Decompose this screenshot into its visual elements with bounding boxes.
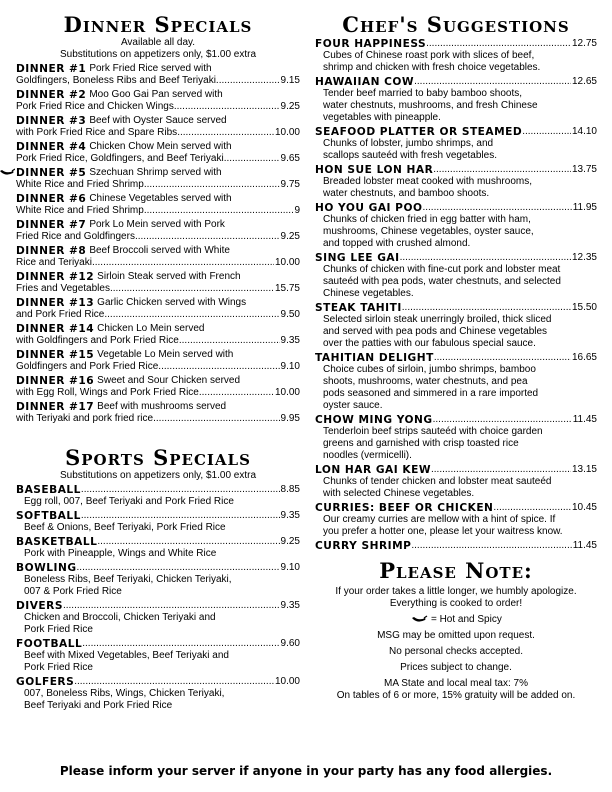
item-desc: with Pork Fried Rice and Spare Ribs bbox=[16, 127, 178, 138]
dinner-item-16 bbox=[16, 375, 300, 399]
chef-item bbox=[315, 540, 597, 552]
item-price: 10.00 bbox=[274, 127, 300, 138]
notes bbox=[315, 586, 597, 702]
item-price: 12.65 bbox=[571, 76, 597, 87]
item-desc: scallops sauteéd with fresh vegetables. bbox=[323, 150, 497, 161]
please-note-title: Please Note: bbox=[379, 558, 533, 583]
sports-item-baseball bbox=[16, 484, 300, 508]
item-name: DINNER #4 bbox=[16, 141, 87, 153]
item-name: DINNER #17 bbox=[16, 401, 95, 413]
item-price: 11.45 bbox=[572, 540, 597, 551]
item-price: 9.60 bbox=[280, 638, 300, 649]
item-name: LON HAR GAI KEW bbox=[315, 464, 431, 476]
item-desc: Chinese Vegetables served with bbox=[89, 193, 232, 204]
chefs-suggestions-title: Chef's Suggestions bbox=[342, 12, 570, 37]
item-name: DINNER #6 bbox=[16, 193, 87, 205]
item-desc: Moo Goo Gai Pan served with bbox=[89, 89, 223, 100]
item-desc: Tenderloin beef strips sauteéd with choice garden bbox=[323, 426, 543, 437]
item-desc: Chicken Chow Mein served with bbox=[89, 141, 232, 152]
item-desc: Chunks of lobster, jumbo shrimps, and bbox=[323, 138, 494, 149]
item-price: 9.35 bbox=[280, 600, 300, 611]
item-desc: 007 & Pork Fried Rice bbox=[24, 586, 122, 597]
item-desc: Pork Fried Rice bbox=[24, 624, 93, 635]
item-desc: greens and garnished with crisp toasted rice bbox=[323, 438, 519, 449]
sports-item-football bbox=[16, 638, 300, 674]
item-desc: and Pork Fried Rice bbox=[16, 309, 105, 320]
item-desc: shoots, mushrooms, water chestnuts, and pea bbox=[323, 376, 528, 387]
item-price: 9.25 bbox=[280, 231, 300, 242]
item-name: SOFTBALL bbox=[16, 510, 81, 522]
right-column bbox=[315, 10, 597, 702]
item-desc: Our creamy curries are mellow with a hint of spice. If bbox=[323, 514, 556, 525]
item-desc: Cubes of Chinese roast pork with slices of beef, bbox=[323, 50, 535, 61]
sports-item-bowling bbox=[16, 562, 300, 598]
item-price: 8.85 bbox=[280, 484, 300, 495]
chef-item bbox=[315, 414, 597, 462]
item-name: HON SUE LON HAR bbox=[315, 164, 434, 176]
item-desc: water chestnuts, mushrooms, and fresh Chinese bbox=[323, 100, 538, 111]
dinner-item-14 bbox=[16, 323, 300, 347]
item-desc: Goldfingers and Pork Fried Rice bbox=[16, 361, 159, 372]
hot-legend-text: = Hot and Spicy bbox=[430, 614, 502, 625]
item-price: 11.45 bbox=[572, 414, 597, 425]
item-desc: with Teriyaki and pork fried rice bbox=[16, 413, 154, 424]
item-desc: mushrooms, Chinese vegetables, oyster sauce, bbox=[323, 226, 534, 237]
item-price: 9.65 bbox=[280, 153, 300, 164]
item-desc: Garlic Chicken served with Wings bbox=[97, 297, 247, 308]
item-desc: Sweet and Sour Chicken served bbox=[97, 375, 241, 386]
chef-item bbox=[315, 464, 597, 500]
item-desc: Szechuan Shrimp served with bbox=[89, 167, 222, 178]
item-desc: over the patties with our fabulous special sauce. bbox=[323, 338, 536, 349]
item-desc: Fried Rice and Goldfingers bbox=[16, 231, 135, 242]
item-name: DINNER #7 bbox=[16, 219, 87, 231]
item-price: 15.75 bbox=[274, 283, 300, 294]
allergy-notice: Please inform your server if anyone in your party has any food allergies. bbox=[59, 764, 553, 778]
dinner-item-4 bbox=[16, 141, 300, 165]
dinner-specials-title: Dinner Specials bbox=[63, 12, 253, 37]
sports-item-golfers bbox=[16, 676, 300, 712]
item-desc: oyster sauce. bbox=[323, 400, 383, 411]
item-name: SEAFOOD PLATTER OR STEAMED bbox=[315, 126, 523, 138]
item-name: BASEBALL bbox=[16, 484, 81, 496]
dinner-item-12 bbox=[16, 271, 300, 295]
chef-item bbox=[315, 76, 597, 124]
item-name: DINNER #12 bbox=[16, 271, 95, 283]
item-desc: Selected sirloin steak unerringly broiled, thick sliced bbox=[323, 314, 552, 325]
item-desc: Chunks of tender chicken and lobster meat sauteéd bbox=[323, 476, 552, 487]
hot-legend bbox=[315, 614, 597, 626]
item-name: BOWLING bbox=[16, 562, 77, 574]
item-desc: White Rice and Fried Shrimp bbox=[16, 179, 144, 190]
item-name: STEAK TAHITI bbox=[315, 302, 402, 314]
dinner-list bbox=[16, 63, 300, 425]
sports-substitutions: Substitutions on appetizers only, $1.00 extra bbox=[59, 470, 257, 481]
sports-specials-title: Sports Specials bbox=[65, 445, 251, 470]
item-desc: Fries and Vegetables bbox=[16, 283, 110, 294]
item-name: CHOW MING YONG bbox=[315, 414, 433, 426]
item-name: CURRY SHRIMP bbox=[315, 540, 412, 552]
item-desc: Pork Fried Rice and Chicken Wings bbox=[16, 101, 174, 112]
item-desc: shrimp and chicken with fresh choice vegetables. bbox=[323, 62, 541, 73]
checks-note: No personal checks accepted. bbox=[389, 646, 523, 657]
item-desc: Pork with Pineapple, Wings and White Rice bbox=[24, 548, 217, 559]
chili-pepper-icon bbox=[410, 615, 428, 624]
item-price: 9.10 bbox=[280, 562, 300, 573]
chef-item bbox=[315, 164, 597, 200]
item-desc: Sirloin Steak served with French bbox=[97, 271, 241, 282]
item-desc: Boneless Ribs, Beef Teriyaki, Chicken Teriyaki, bbox=[24, 574, 232, 585]
item-desc: with selected Chinese vegetables. bbox=[323, 488, 475, 499]
item-desc: vegetables with pineapple. bbox=[323, 112, 441, 123]
dinner-availability: Available all day. bbox=[120, 37, 196, 48]
item-desc: Breaded lobster meat cooked with mushrooms, bbox=[323, 176, 532, 187]
item-desc: Tender beef married to baby bamboo shoots, bbox=[323, 88, 523, 99]
item-price: 10.00 bbox=[274, 676, 300, 687]
item-price: 10.45 bbox=[571, 502, 597, 513]
item-desc: Pork Lo Mein served with Pork bbox=[89, 219, 225, 230]
item-desc: Beef Broccoli served with White bbox=[89, 245, 230, 256]
sports-item-basketball bbox=[16, 536, 300, 560]
dinner-item-15 bbox=[16, 349, 300, 373]
chef-item bbox=[315, 202, 597, 250]
item-price: 15.50 bbox=[571, 302, 597, 313]
dinner-item-8 bbox=[16, 245, 300, 269]
item-price: 9.25 bbox=[280, 536, 300, 547]
item-desc: White Rice and Fried Shrimp bbox=[16, 205, 144, 216]
dinner-item-13 bbox=[16, 297, 300, 321]
item-desc: Pork Fried Rice, Goldfingers, and Beef Teriyaki bbox=[16, 153, 224, 164]
item-name: DINNER #8 bbox=[16, 245, 87, 257]
item-price: 13.75 bbox=[571, 164, 597, 175]
tax-note: MA State and local meal tax: 7% bbox=[384, 678, 528, 689]
item-desc: pods seasoned and simmered in a rare imported bbox=[323, 388, 539, 399]
item-name: DINNER #14 bbox=[16, 323, 95, 335]
item-desc: and topped with crushed almond. bbox=[323, 238, 471, 249]
item-desc: Beef Teriyaki and Pork Fried Rice bbox=[24, 700, 173, 711]
item-price: 16.65 bbox=[571, 352, 597, 363]
item-desc: 007, Boneless Ribs, Wings, Chicken Teriyaki, bbox=[24, 688, 225, 699]
item-name: DIVERS bbox=[16, 600, 63, 612]
sports-item-divers bbox=[16, 600, 300, 636]
dinner-item-2 bbox=[16, 89, 300, 113]
item-name: CURRIES: BEEF OR CHICKEN bbox=[315, 502, 494, 514]
dinner-item-1 bbox=[16, 63, 300, 87]
item-name: DINNER #3 bbox=[16, 115, 87, 127]
item-desc: Beef with Mixed Vegetables, Beef Teriyaki and bbox=[24, 650, 229, 661]
chef-item bbox=[315, 126, 597, 162]
item-price: 9 bbox=[294, 205, 300, 216]
chef-item bbox=[315, 302, 597, 350]
item-desc: Chunks of chicken fried in egg batter with ham, bbox=[323, 214, 531, 225]
item-desc: water chestnuts, and bamboo shoots. bbox=[323, 188, 490, 199]
item-desc: Chinese vegetables. bbox=[323, 288, 414, 299]
item-desc: Chicken and Broccoli, Chicken Teriyaki and bbox=[24, 612, 216, 623]
item-desc: Beef with Oyster Sauce served bbox=[89, 115, 227, 126]
item-name: DINNER #2 bbox=[16, 89, 87, 101]
msg-note: MSG may be omitted upon request. bbox=[377, 630, 535, 641]
chili-pepper-icon bbox=[0, 168, 15, 177]
item-price: 10.00 bbox=[274, 387, 300, 398]
item-price: 9.75 bbox=[280, 179, 300, 190]
item-desc: Vegetable Lo Mein served with bbox=[97, 349, 234, 360]
item-desc: with Egg Roll, Wings and Pork Fried Rice bbox=[16, 387, 199, 398]
item-name: HAWAIIAN COW bbox=[315, 76, 415, 88]
item-desc: Pork Fried Rice bbox=[24, 662, 93, 673]
item-desc: Chunks of chicken with fine-cut pork and lobster meat bbox=[323, 264, 561, 275]
item-name: DINNER #16 bbox=[16, 375, 95, 387]
item-desc: Egg roll, 007, Beef Teriyaki and Pork Fried Rice bbox=[24, 496, 234, 507]
chef-item bbox=[315, 502, 597, 538]
left-column bbox=[16, 10, 300, 712]
item-name: BASKETBALL bbox=[16, 536, 98, 548]
item-price: 12.75 bbox=[571, 38, 597, 49]
item-desc: Pork Fried Rice served with bbox=[89, 63, 212, 74]
item-price: 9.10 bbox=[280, 361, 300, 372]
item-desc: Beef with mushrooms served bbox=[97, 401, 227, 412]
item-price: 9.35 bbox=[280, 510, 300, 521]
item-price: 9.15 bbox=[280, 75, 300, 86]
item-desc: with Goldfingers and Pork Fried Rice bbox=[16, 335, 179, 346]
item-price: 13.15 bbox=[571, 464, 597, 475]
item-price: 9.25 bbox=[280, 101, 300, 112]
sports-item-softball bbox=[16, 510, 300, 534]
dinner-item-7 bbox=[16, 219, 300, 243]
item-name: HO YOU GAI POO bbox=[315, 202, 423, 214]
chef-item bbox=[315, 352, 597, 412]
item-name: DINNER #5 bbox=[16, 167, 87, 179]
item-price: 12.35 bbox=[571, 252, 597, 263]
dinner-substitutions: Substitutions on appetizers only, $1.00 extra bbox=[59, 49, 257, 60]
chef-item bbox=[315, 252, 597, 300]
item-price: 10.00 bbox=[274, 257, 300, 268]
item-name: FOUR HAPPINESS bbox=[315, 38, 427, 50]
item-desc: Goldfingers, Boneless Ribs and Beef Teriyaki bbox=[16, 75, 216, 86]
item-price: 9.35 bbox=[280, 335, 300, 346]
cooked-to-order-text: Everything is cooked to order! bbox=[389, 598, 523, 609]
item-desc: Choice cubes of sirloin, jumbo shrimps, bamboo bbox=[323, 364, 536, 375]
item-name: SING LEE GAI bbox=[315, 252, 400, 264]
chef-list bbox=[315, 38, 597, 552]
dinner-item-17 bbox=[16, 401, 300, 425]
item-name: DINNER #13 bbox=[16, 297, 95, 309]
item-desc: you prefer a hotter one, please let your waitress know. bbox=[323, 526, 563, 537]
item-name: GOLFERS bbox=[16, 676, 75, 688]
item-name: TAHITIAN DELIGHT bbox=[315, 352, 434, 364]
dinner-item-3 bbox=[16, 115, 300, 139]
item-desc: Beef & Onions, Beef Teriyaki, Pork Fried Rice bbox=[24, 522, 226, 533]
gratuity-note: On tables of 6 or more, 15% gratuity will be added on. bbox=[336, 690, 576, 701]
item-price: 14.10 bbox=[571, 126, 597, 137]
dinner-item-5 bbox=[16, 167, 300, 191]
item-price: 9.50 bbox=[280, 309, 300, 320]
item-price: 11.95 bbox=[572, 202, 597, 213]
item-desc: noodles (vermicelli). bbox=[323, 450, 412, 461]
item-name: DINNER #1 bbox=[16, 63, 87, 75]
item-name: DINNER #15 bbox=[16, 349, 95, 361]
sports-list bbox=[16, 484, 300, 712]
prices-note: Prices subject to change. bbox=[400, 662, 512, 673]
item-desc: and served with pea pods and Chinese vegetables bbox=[323, 326, 548, 337]
dinner-item-6 bbox=[16, 193, 300, 217]
apology-text: If your order takes a little longer, we humbly apologize. bbox=[335, 586, 577, 597]
item-desc: Rice and Teriyaki bbox=[16, 257, 92, 268]
item-price: 9.95 bbox=[280, 413, 300, 424]
item-desc: Chicken Lo Mein served bbox=[97, 323, 205, 334]
item-desc: sauteéd with pea pods, water chestnuts, and selected bbox=[323, 276, 561, 287]
item-name: FOOTBALL bbox=[16, 638, 83, 650]
chef-item bbox=[315, 38, 597, 74]
